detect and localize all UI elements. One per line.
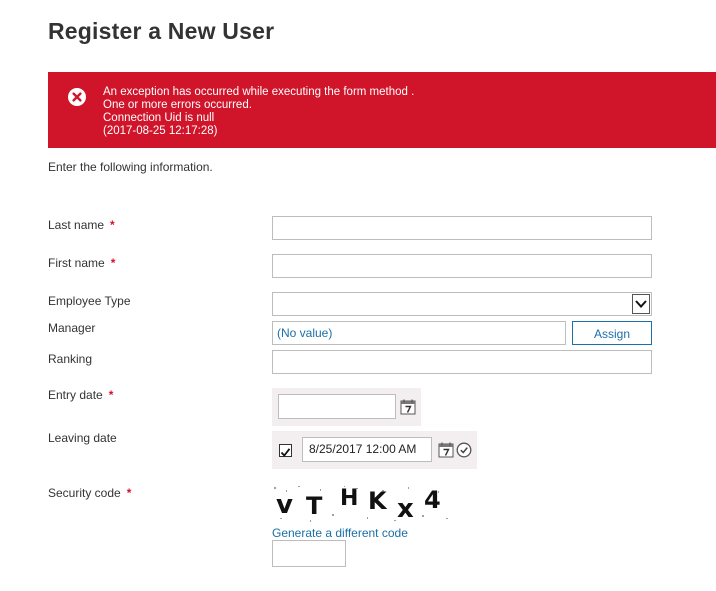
label-text: First name [48,256,105,270]
entry-date-picker [272,388,421,426]
last-name-label [48,218,115,232]
ranking-input[interactable] [272,350,652,374]
error-banner [48,72,716,148]
leaving-date-checkbox[interactable] [279,444,292,457]
first-name-label [48,256,115,270]
error-circle-icon [68,88,86,106]
required-marker: * [126,486,132,500]
required-marker: * [110,256,116,270]
captcha-glyph: x [397,494,414,524]
captcha-glyph: T [306,492,323,520]
regenerate-code-link[interactable]: Generate a different code [272,526,408,540]
captcha-glyph: H [340,486,359,511]
ranking-label: Ranking [48,352,93,366]
label-text: Last name [48,218,105,232]
page-title: Register a New User [48,18,275,44]
captcha-image [272,484,453,524]
error-line: An exception has occurred while executing the form method . [103,86,415,98]
label-text: Entry date [48,388,103,402]
leaving-date-input[interactable]: 8/25/2017 12:00 AM [302,437,432,462]
first-name-input[interactable] [272,254,652,278]
required-marker: * [108,388,114,402]
label-text: Security code [48,486,121,500]
assign-button[interactable]: Assign [572,321,652,345]
leaving-date-picker [272,431,477,469]
entry-date-label [48,388,113,402]
captcha-glyph: K [368,487,387,515]
employee-type-select[interactable] [272,292,652,316]
chevron-down-icon[interactable] [632,294,650,314]
intro-text: Enter the following information. [48,160,213,174]
error-line: (2017-08-25 12:17:28) [103,125,218,137]
calendar-icon[interactable] [400,399,416,415]
employee-type-label: Employee Type [48,294,131,308]
manager-value[interactable]: (No value) [272,321,566,345]
captcha-glyph: v [276,490,293,520]
last-name-input[interactable] [272,216,652,240]
manager-label: Manager [48,321,96,335]
captcha-glyph: 4 [424,486,441,514]
captcha-text [272,484,453,524]
error-line: Connection Uid is null [103,112,215,124]
check-circle-icon[interactable] [456,442,472,458]
error-line: One or more errors occurred. [103,99,252,111]
security-code-label [48,486,131,500]
security-code-input[interactable] [272,540,346,567]
leaving-date-label: Leaving date [48,431,117,445]
calendar-icon[interactable] [438,442,454,458]
error-message [103,86,414,138]
entry-date-input[interactable] [278,394,396,419]
required-marker: * [110,218,115,232]
